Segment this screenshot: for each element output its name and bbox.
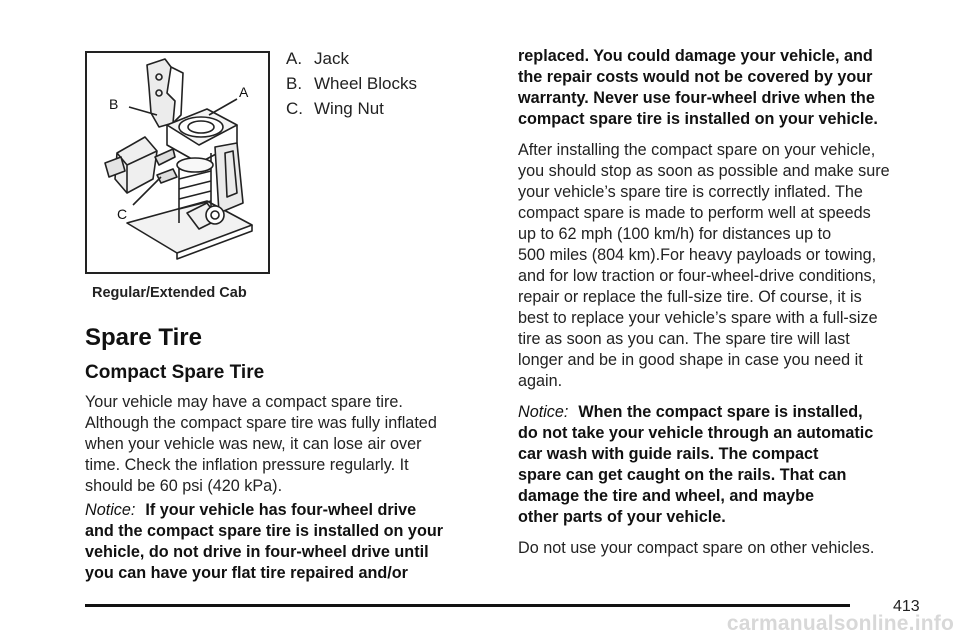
legend-item bbox=[286, 46, 417, 71]
notice-line: you can have your flat tire repaired and/or bbox=[85, 564, 408, 582]
footer-rule bbox=[85, 604, 850, 607]
paragraph-line: you should stop as soon as possible and make sure bbox=[518, 162, 890, 180]
watermark: carmanualsonline.info bbox=[726, 612, 954, 635]
legend-label: Wheel Blocks bbox=[314, 74, 417, 93]
notice-line: spare can get caught on the rails. That can bbox=[518, 466, 847, 484]
notice-line: the repair costs would not be covered by your bbox=[518, 68, 873, 86]
legend-label: Wing Nut bbox=[314, 99, 384, 118]
paragraph-line: tire as soon as you can. The spare tire will last bbox=[518, 330, 850, 348]
notice-line: vehicle, do not drive in four-wheel drive until bbox=[85, 543, 429, 561]
paragraph-line: should be 60 psi (420 kPa). bbox=[85, 477, 283, 495]
legend-item bbox=[286, 96, 417, 121]
notice-text: When the compact spare is installed, bbox=[578, 403, 863, 421]
notice-line bbox=[85, 500, 485, 521]
notice-line: damage the tire and wheel, and maybe bbox=[518, 487, 814, 505]
callout-a: A bbox=[239, 84, 249, 100]
paragraph-line: again. bbox=[518, 372, 563, 390]
notice-line bbox=[518, 402, 928, 423]
jack-illustration bbox=[85, 51, 270, 274]
jack-drawing bbox=[87, 53, 268, 272]
callout-b: B bbox=[109, 96, 119, 112]
notice-block-1 bbox=[85, 500, 485, 584]
notice-block-2 bbox=[518, 402, 928, 528]
paragraph-line: when your vehicle was new, it can lose air over bbox=[85, 435, 422, 453]
paragraph-line: longer and be in good shape in case you need it bbox=[518, 351, 863, 369]
paragraph-line: up to 62 mph (100 km/h) for distances up to bbox=[518, 225, 832, 243]
notice-line: and the compact spare tire is installed on your bbox=[85, 522, 444, 540]
paragraph-line: your vehicle’s spare tire is correctly inflated. The bbox=[518, 183, 863, 201]
figure-caption: Regular/Extended Cab bbox=[92, 285, 247, 301]
notice-text: If your vehicle has four-wheel drive bbox=[145, 501, 417, 519]
notice-block-1-continued bbox=[518, 46, 928, 130]
notice-line: car wash with guide rails. The compact bbox=[518, 445, 819, 463]
notice-label: Notice: bbox=[518, 403, 569, 421]
legend-letter: A. bbox=[286, 49, 303, 68]
notice-line: other parts of your vehicle. bbox=[518, 508, 726, 526]
paragraph-line: time. Check the inflation pressure regularly. It bbox=[85, 456, 409, 474]
paragraph-line: 500 miles (804 km).For heavy payloads or towing, bbox=[518, 246, 877, 264]
legend-letter: C. bbox=[286, 99, 303, 118]
paragraph-line: best to replace your vehicle’s spare with a full-size bbox=[518, 309, 878, 327]
section-title: Spare Tire bbox=[85, 324, 202, 351]
callout-c: C bbox=[117, 206, 128, 222]
spare-usage-paragraph bbox=[518, 140, 928, 392]
final-sentence: Do not use your compact spare on other vehicles. bbox=[518, 539, 875, 557]
right-column bbox=[518, 46, 928, 559]
paragraph-line: compact spare is made to perform well at speeds bbox=[518, 204, 871, 222]
page-number: 413 bbox=[893, 598, 920, 615]
legend-letter: B. bbox=[286, 74, 303, 93]
subsection-title: Compact Spare Tire bbox=[85, 362, 265, 383]
notice-label: Notice: bbox=[85, 501, 136, 519]
paragraph-line: After installing the compact spare on your vehicle, bbox=[518, 141, 876, 159]
notice-line: warranty. Never use four-wheel drive when the bbox=[518, 89, 875, 107]
legend-label: Jack bbox=[314, 49, 349, 68]
paragraph-line: Although the compact spare tire was fully inflated bbox=[85, 414, 437, 432]
intro-paragraph bbox=[85, 392, 485, 497]
paragraph-line: repair or replace the full-size tire. Of course, it is bbox=[518, 288, 862, 306]
notice-line: compact spare tire is installed on your vehicle. bbox=[518, 110, 878, 128]
notice-line: replaced. You could damage your vehicle, and bbox=[518, 47, 873, 65]
notice-line: do not take your vehicle through an automatic bbox=[518, 424, 874, 442]
paragraph-line: and for low traction or four-wheel-drive conditions, bbox=[518, 267, 877, 285]
paragraph-line: Your vehicle may have a compact spare tire. bbox=[85, 393, 403, 411]
legend-item bbox=[286, 71, 417, 96]
figure-legend bbox=[286, 46, 417, 121]
